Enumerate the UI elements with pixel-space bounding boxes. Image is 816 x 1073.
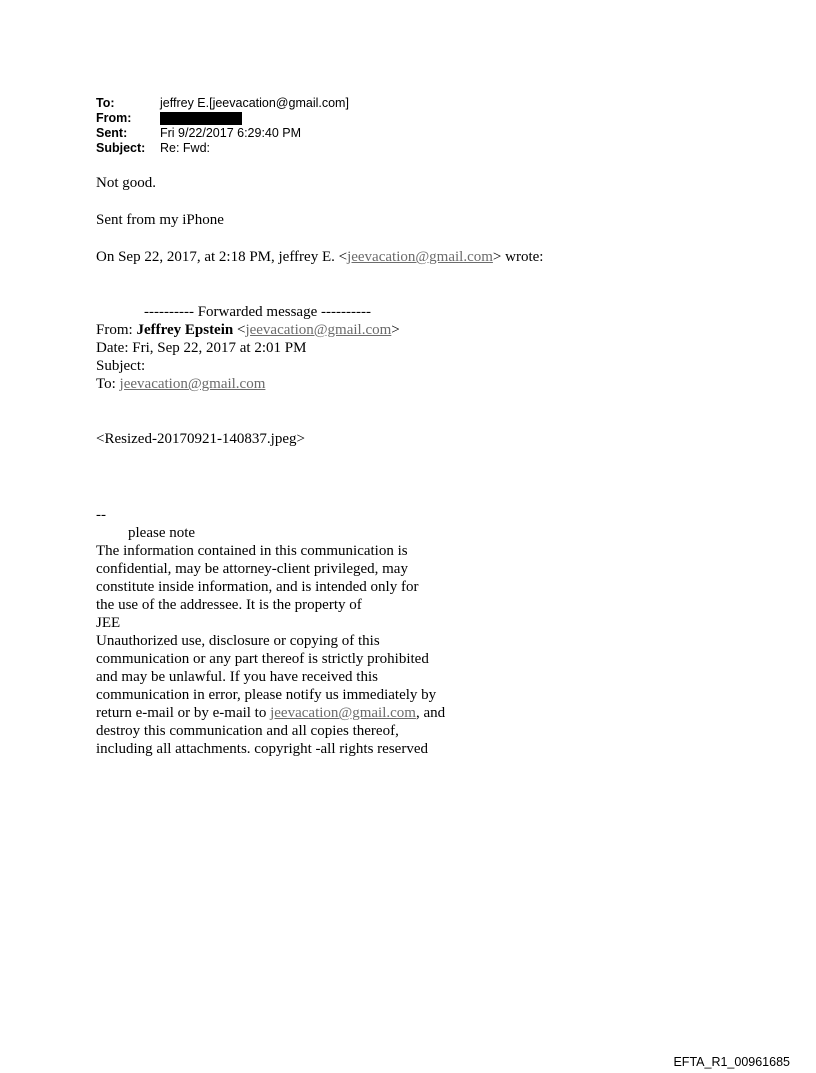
disclaimer-line: Unauthorized use, disclosure or copying of this xyxy=(96,633,380,649)
forwarded-to-line xyxy=(96,375,265,393)
header-subject-row xyxy=(96,141,349,156)
forwarded-banner: ---------- Forwarded message ---------- xyxy=(144,304,371,320)
forwarded-to-label: To: xyxy=(96,376,120,392)
forwarded-from-close: > xyxy=(391,322,400,338)
attachment-name: <Resized-20170921-140837.jpeg> xyxy=(96,431,305,447)
return-email-link[interactable]: jeevacation@gmail.com xyxy=(270,705,416,721)
to-label: To: xyxy=(96,96,115,110)
disclaimer-line: confidential, may be attorney-client privileged, may xyxy=(96,561,408,577)
subject-label: Subject: xyxy=(96,141,146,155)
sent-value: Fri 9/22/2017 6:29:40 PM xyxy=(160,126,302,140)
quote-suffix: > wrote: xyxy=(492,249,544,265)
quote-attribution xyxy=(96,248,543,266)
disclaimer-return-line xyxy=(96,704,445,722)
redaction-block xyxy=(160,112,242,125)
forwarded-to-email-link[interactable]: jeevacation@gmail.com xyxy=(119,376,266,392)
reply-signature: Sent from my iPhone xyxy=(96,212,224,228)
forwarded-from-name: Jeffrey Epstein xyxy=(136,322,234,338)
document-id: EFTA_R1_00961685 xyxy=(673,1055,790,1069)
to-value: jeffrey E.[jeevacation@gmail.com] xyxy=(160,96,349,110)
forwarded-from-line xyxy=(96,321,400,339)
quote-email-link[interactable]: jeevacation@gmail.com xyxy=(347,249,493,265)
forwarded-from-email-link[interactable]: jeevacation@gmail.com xyxy=(245,322,392,338)
disclaimer-line: communication in error, please notify us immediately by xyxy=(96,687,437,703)
forwarded-date-line: Date: Fri, Sep 22, 2017 at 2:01 PM xyxy=(96,340,307,356)
disclaimer-line: destroy this communication and all copies thereof, xyxy=(96,723,399,739)
header-to-row xyxy=(96,96,349,111)
disclaimer-line: including all attachments. copyright -all rights reserved xyxy=(96,741,428,757)
disclaimer-note: please note xyxy=(128,525,196,541)
from-label: From: xyxy=(96,111,132,125)
sent-label: Sent: xyxy=(96,126,128,140)
signature-dashes: -- xyxy=(96,507,106,523)
disclaimer-line: and may be unlawful. If you have received this xyxy=(96,669,378,685)
header-sent-row xyxy=(96,126,349,141)
forwarded-subject-line: Subject: xyxy=(96,358,146,374)
forwarded-from-open: < xyxy=(233,322,246,338)
reply-line: Not good. xyxy=(96,175,156,191)
subject-value: Re: Fwd: xyxy=(160,141,211,155)
quote-prefix: On Sep 22, 2017, at 2:18 PM, jeffrey E. < xyxy=(96,249,348,265)
disclaimer-line: JEE xyxy=(96,615,121,631)
return-suffix: , and xyxy=(415,705,446,721)
disclaimer-line: the use of the addressee. It is the property of xyxy=(96,597,362,613)
forwarded-from-label: From: xyxy=(96,322,137,338)
disclaimer-line: communication or any part thereof is strictly prohibited xyxy=(96,651,429,667)
return-prefix: return e-mail or by e-mail to xyxy=(96,705,271,721)
email-header xyxy=(96,96,349,156)
disclaimer-line: The information contained in this communication is xyxy=(96,543,408,559)
disclaimer-line: constitute inside information, and is intended only for xyxy=(96,579,419,595)
header-from-row xyxy=(96,111,349,126)
